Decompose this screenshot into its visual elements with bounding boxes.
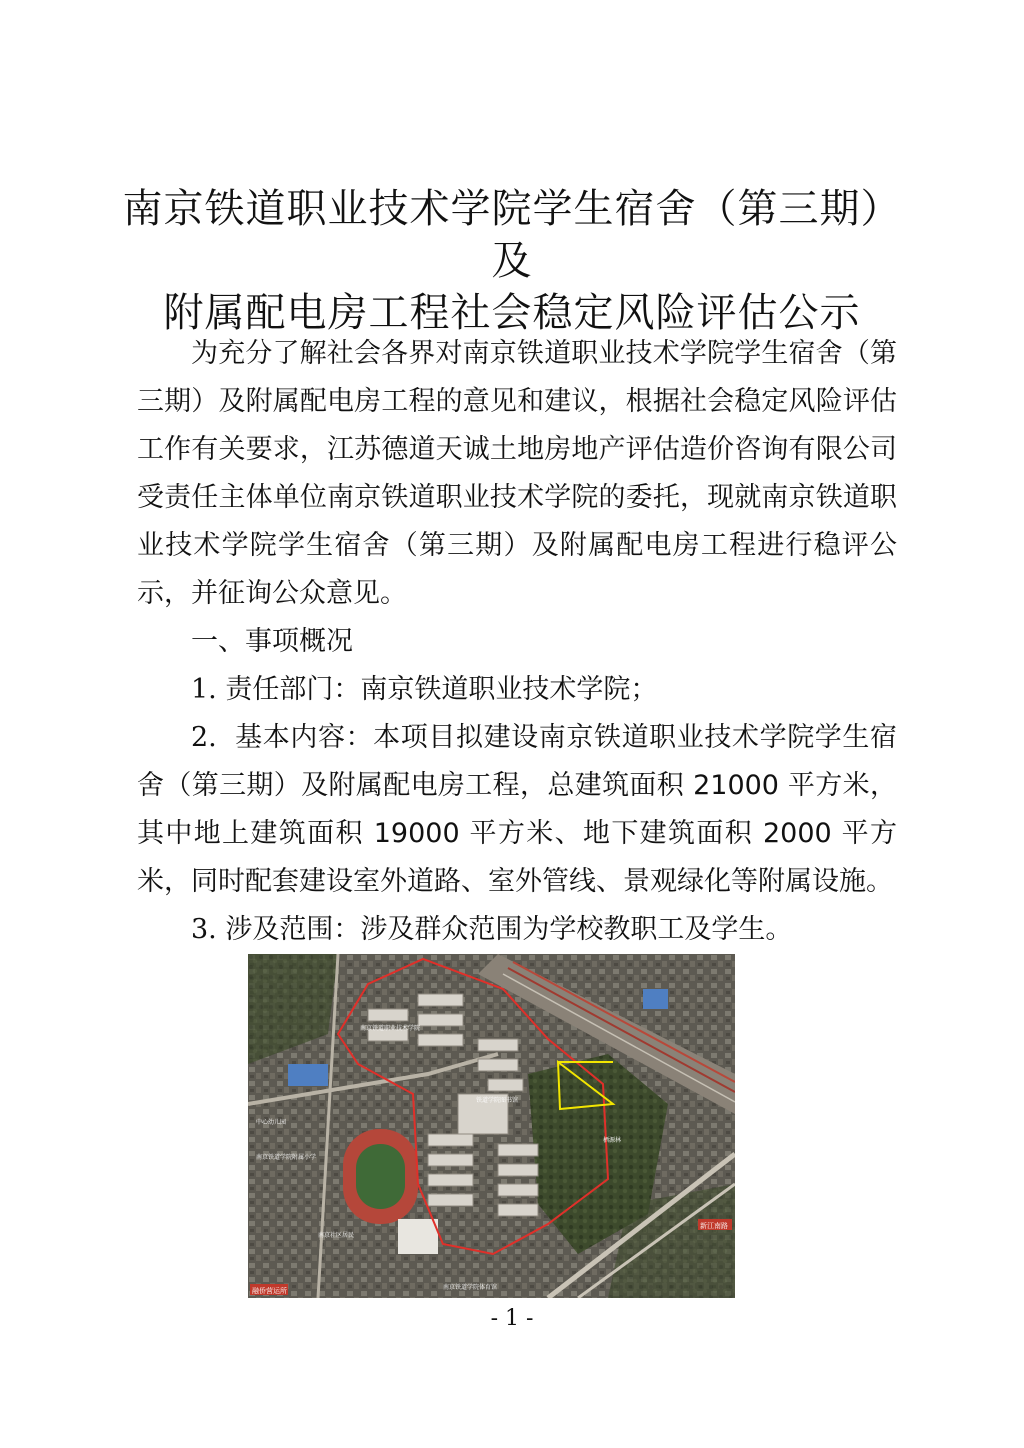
item-1: [137, 666, 951, 714]
map-label-school: 南京铁道职业技术学院: [360, 1026, 421, 1032]
item-3-text: 涉及范围：涉及群众范围为学校教职工及学生。: [225, 914, 793, 945]
item-2-text: 基本内容：本项目拟建设南京铁道职业技术学院学生宿舍（第三期）及附属配电房工程，总建筑面积 21000 平方米，其中地上建筑面积 19000 平方米、地下建筑面积 2000 平方米，同时配套建设室外道路、室外管线、景观绿化等附属设施。: [137, 722, 897, 897]
item-3: [137, 906, 951, 954]
item-2: [137, 714, 897, 906]
item-1-number: 1.: [191, 674, 217, 705]
map-label-community: 南京社区居民: [318, 1233, 355, 1239]
satellite-map: [248, 954, 735, 1298]
map-label-library: 铁道学院图书馆: [476, 1098, 519, 1104]
page-number: - 1 -: [490, 1306, 534, 1331]
title-line-2: 附属配电房工程社会稳定风险评估公示: [163, 290, 861, 336]
item-2-number: 2.: [191, 722, 217, 753]
map-label-kindergarten: 中心幼儿园: [256, 1120, 287, 1126]
title-line-1: 南京铁道职业技术学院学生宿舍（第三期）及: [122, 186, 902, 284]
map-label-primary-school: 南京铁道学院附属小学: [256, 1155, 317, 1161]
map-label-sports: 南京铁道学院体育馆: [443, 1285, 498, 1291]
item-3-number: 3.: [191, 914, 217, 945]
intro-paragraph: 为充分了解社会各界对南京铁道职业技术学院学生宿舍（第三期）及附属配电房工程的意见和建议，根据社会稳定风险评估工作有关要求，江苏德道天诚土地房地产评估造价咨询有限公司受责任主体单位南京铁道职业技术学院的委托，现就南京铁道职业技术学院学生宿舍（第三期）及附属配电房工程进行稳评公示，并征询公众意见。: [137, 338, 897, 609]
item-1-text: 责任部门：南京铁道职业技术学院；: [225, 674, 658, 705]
map-label-sign: 融侨营运所: [252, 1288, 287, 1295]
section-heading: 一、事项概况: [191, 626, 353, 657]
map-label-metro: 新江南路: [700, 1223, 728, 1230]
map-label-park: 栖源林: [603, 1138, 622, 1144]
document-title: [120, 183, 904, 339]
